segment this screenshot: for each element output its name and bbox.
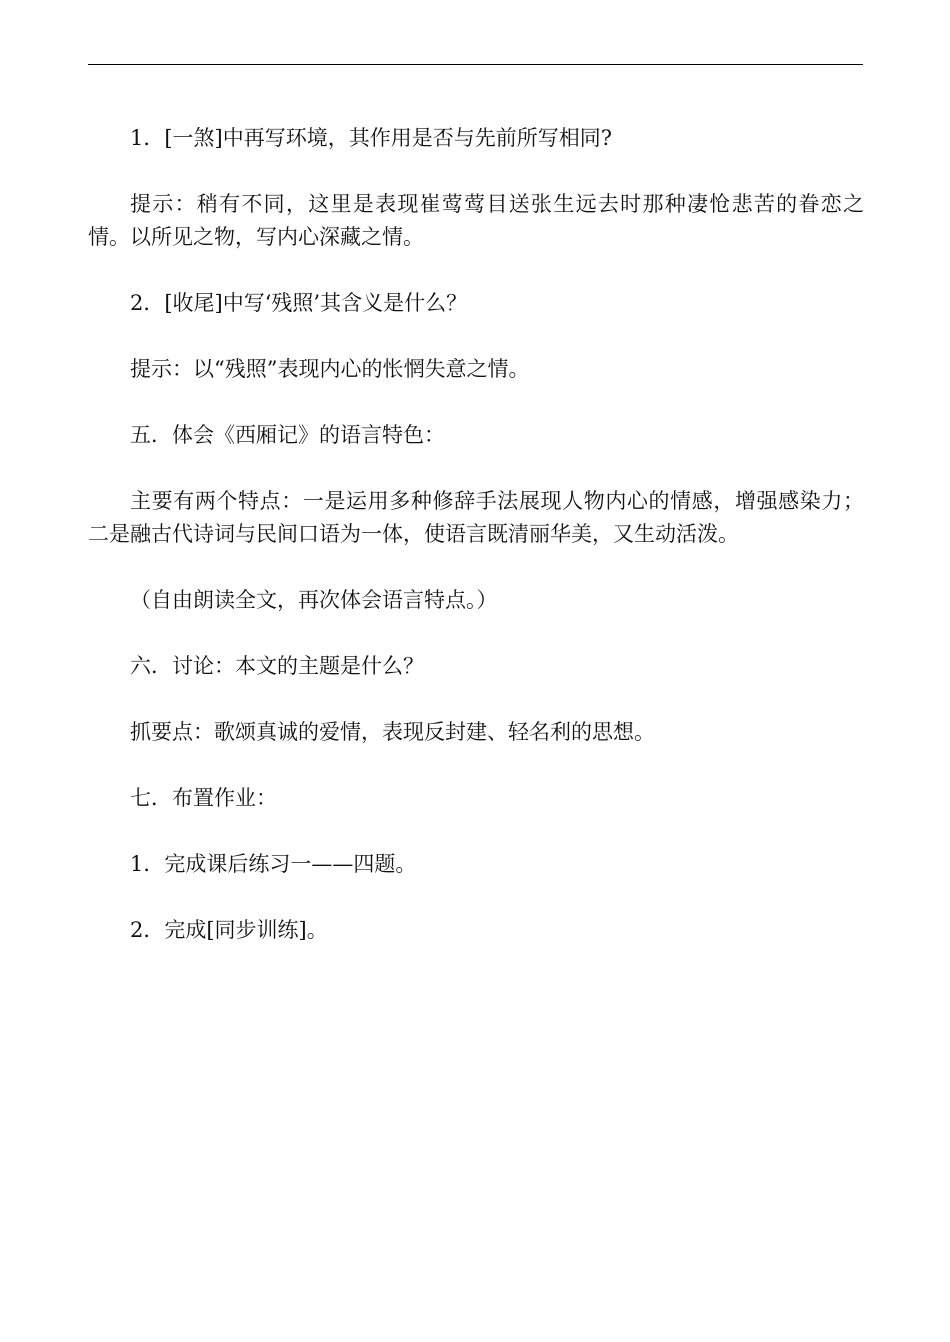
section-6-answer: 抓要点：歌颂真诚的爱情，表现反封建、轻名利的思想。 <box>130 720 655 744</box>
hint-2: 提示：以“残照”表现内心的怅惘失意之情。 <box>130 357 530 381</box>
document-body <box>88 122 864 980</box>
homework-item-2: 2．完成[同步训练]。 <box>130 918 328 942</box>
homework-item-1: 1．完成课后练习一——四题。 <box>130 852 417 876</box>
section-5-body: 主要有两个特点：一是运用多种修辞手法展现人物内心的情感，增强感染力；二是融古代诗词与民间口语为一体，使语言既清丽华美，又生动活泼。 <box>88 489 864 546</box>
reading-note: （自由朗读全文，再次体会语言特点。） <box>130 588 498 612</box>
header-rule <box>88 64 863 65</box>
section-6-heading: 六．讨论：本文的主题是什么？ <box>130 654 424 678</box>
question-2: 2．[收尾]中写‘残照’其含义是什么？ <box>130 291 468 315</box>
section-5-heading: 五．体会《西厢记》的语言特色： <box>130 423 445 447</box>
section-7-heading: 七．布置作业： <box>130 786 277 810</box>
question-1: 1．[一煞]中再写环境，其作用是否与先前所写相同? <box>130 126 613 150</box>
hint-1: 提示：稍有不同，这里是表现崔莺莺目送张生远去时那种凄怆悲苦的眷恋之情。以所见之物，写内心深藏之情。 <box>88 192 864 249</box>
